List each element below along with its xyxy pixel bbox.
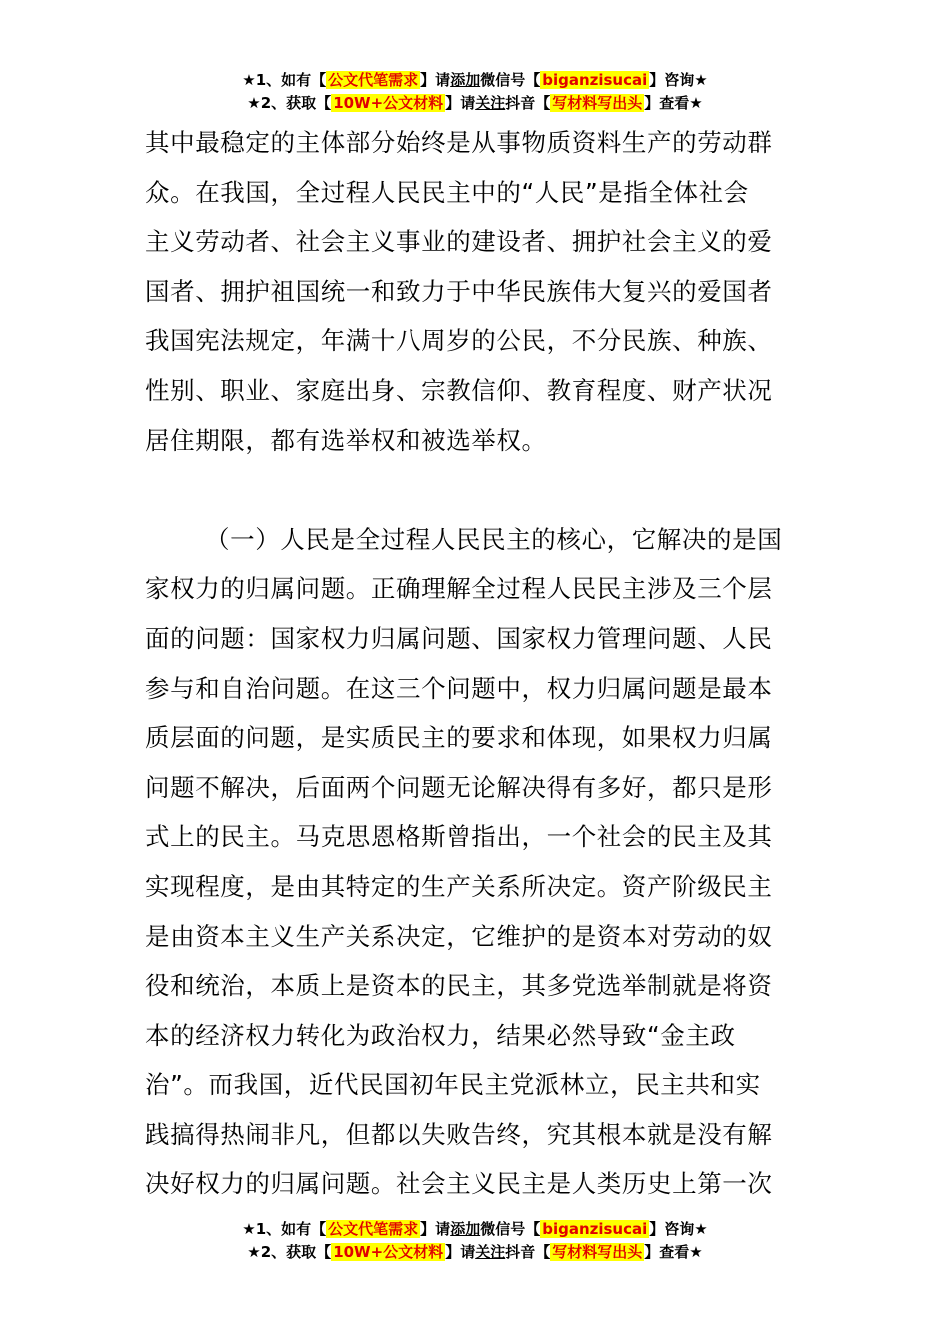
- banner-text: 】咨询★: [649, 71, 708, 89]
- text-line-indented: （一）人民是全过程人民民主的核心，它解决的是国: [205, 524, 783, 554]
- text-line: 我国宪法规定，年满十八周岁的公民，不分民族、种族、: [145, 326, 773, 356]
- banner-text: ★2、获取【: [247, 94, 332, 112]
- banner-text: 】请: [420, 71, 451, 89]
- text-line: 面的问题：国家权力归属问题、国家权力管理问题、人民: [145, 623, 773, 653]
- banner-emphasis: 添加: [450, 1220, 481, 1238]
- banner-line-2: [0, 92, 950, 115]
- banner-text: 微信号【: [480, 1220, 541, 1238]
- paragraph-1: [145, 118, 807, 465]
- banner-text: 】咨询★: [649, 1220, 708, 1238]
- text-line: 决好权力的归属问题。社会主义民主是人类历史上第一次: [145, 1169, 773, 1199]
- banner-emphasis: 关注: [475, 94, 506, 112]
- banner-text: 微信号【: [480, 71, 541, 89]
- text-line: 践搞得热闹非凡，但都以失败告终，究其根本就是没有解: [145, 1119, 773, 1149]
- banner-line-2: [0, 1241, 950, 1264]
- banner-text: 】请: [420, 1220, 451, 1238]
- paragraph-gap: [145, 465, 807, 515]
- highlight-writing-service: 公文代笔需求: [328, 1220, 419, 1238]
- text-line: 居住期限，都有选举权和被选举权。: [145, 425, 547, 455]
- text-line: 问题不解决，后面两个问题无论解决得有多好，都只是形: [145, 772, 773, 802]
- text-line: 式上的民主。马克思恩格斯曾指出，一个社会的民主及其: [145, 822, 773, 852]
- text-line: 国者、拥护祖国统一和致力于中华民族伟大复兴的爱国者: [145, 276, 773, 306]
- banner-line-1: [0, 69, 950, 92]
- text-line: 主义劳动者、社会主义事业的建设者、拥护社会主义的爱: [145, 227, 773, 257]
- highlight-writing-service: 公文代笔需求: [328, 71, 419, 89]
- banner-text: ★2、获取【: [247, 1243, 332, 1261]
- bottom-banner: [0, 1218, 950, 1264]
- banner-emphasis: 关注: [475, 1243, 506, 1261]
- banner-line-1: [0, 1218, 950, 1241]
- highlight-materials: 10W+公文材料: [333, 94, 444, 112]
- banner-text: 】查看★: [644, 94, 703, 112]
- text-line: 本的经济权力转化为政治权力，结果必然导致“金主政: [145, 1020, 736, 1050]
- text-line: 是由资本主义生产关系决定，它维护的是资本对劳动的奴: [145, 921, 773, 951]
- text-line: 参与和自治问题。在这三个问题中，权力归属问题是最本: [145, 673, 773, 703]
- banner-text: 】请: [445, 1243, 476, 1261]
- banner-text: 】查看★: [644, 1243, 703, 1261]
- banner-text: ★1、如有【: [242, 71, 327, 89]
- banner-text: 抖音【: [505, 94, 551, 112]
- highlight-wechat-id: biganzisucai: [542, 1220, 648, 1238]
- text-line: 役和统治，本质上是资本的民主，其多党选举制就是将资: [145, 971, 773, 1001]
- text-line: 家权力的归属问题。正确理解全过程人民民主涉及三个层: [145, 574, 773, 604]
- banner-text: ★1、如有【: [242, 1220, 327, 1238]
- text-line: 质层面的问题，是实质民主的要求和体现，如果权力归属: [145, 723, 773, 753]
- highlight-douyin-account: 写材料写出头: [552, 94, 643, 112]
- banner-emphasis: 添加: [450, 71, 481, 89]
- text-line: 其中最稳定的主体部分始终是从事物质资料生产的劳动群: [145, 128, 773, 157]
- text-line: 性别、职业、家庭出身、宗教信仰、教育程度、财产状况: [145, 375, 773, 405]
- highlight-douyin-account: 写材料写出头: [552, 1243, 643, 1261]
- document-body: [145, 118, 807, 1209]
- paragraph-2: [145, 515, 807, 1209]
- text-line: 治”。而我国，近代民国初年民主党派林立，民主共和实: [145, 1070, 761, 1100]
- banner-text: 】请: [445, 94, 476, 112]
- top-banner: [0, 69, 950, 115]
- banner-text: 抖音【: [505, 1243, 551, 1261]
- highlight-wechat-id: biganzisucai: [542, 71, 648, 89]
- text-line: 众。在我国，全过程人民民主中的“人民”是指全体社会: [145, 177, 749, 207]
- highlight-materials: 10W+公文材料: [333, 1243, 444, 1261]
- text-line: 实现程度，是由其特定的生产关系所决定。资产阶级民主: [145, 871, 773, 901]
